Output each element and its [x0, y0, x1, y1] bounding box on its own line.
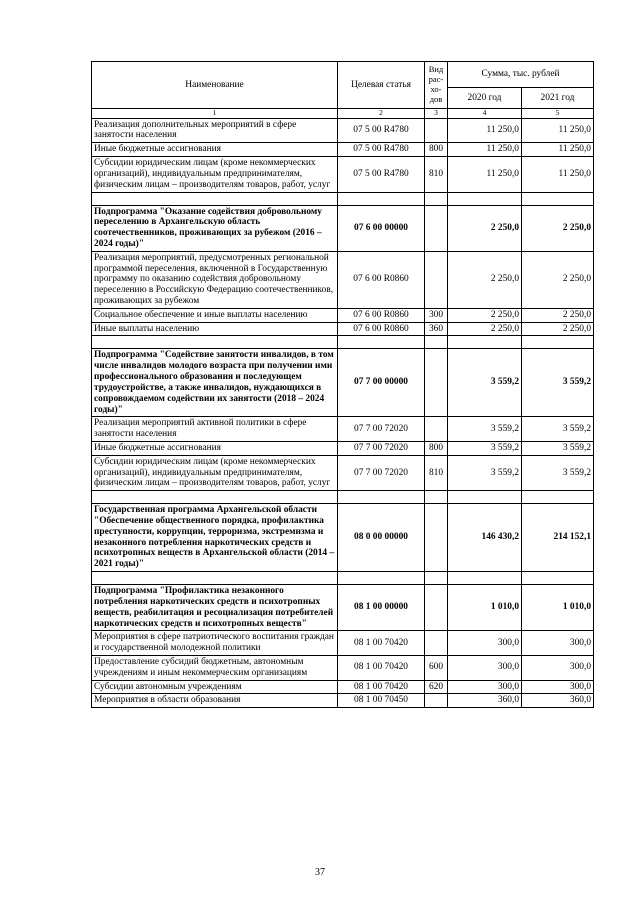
table-row: [92, 251, 594, 308]
row-name-cell: Иные бюджетные ассигнования: [92, 143, 338, 157]
row-2020-cell: 2 250,0: [448, 322, 522, 336]
page-number: 37: [315, 867, 325, 878]
row-name-cell: Иные бюджетные ассигнования: [92, 441, 338, 455]
empty-cell: [338, 336, 425, 349]
row-code-cell: 07 6 00 R0860: [338, 251, 425, 308]
table-row: [92, 631, 594, 656]
row-code-cell: 08 1 00 00000: [338, 585, 425, 631]
row-2020-cell: 11 250,0: [448, 118, 522, 143]
row-code-cell: 07 6 00 R0860: [338, 322, 425, 336]
row-name-cell: Субсидии юридическим лицам (кроме некоммерческих организаций), индивидуальным предпринимателям, физическим лицам – производителям товаров, работ, услуг: [92, 455, 338, 490]
row-type-cell: 620: [425, 680, 448, 694]
row-name-cell: Подпрограмма "Содействие занятости инвалидов, в том числе инвалидов молодого возраста при получении ими профессионального образования и последующем трудоустройстве, а также инвалидов, нуждающихся в сопровождаемом содействии их занятости (2018 – 2024 годы)": [92, 349, 338, 417]
row-2020-cell: 146 430,2: [448, 504, 522, 572]
row-type-cell: 810: [425, 455, 448, 490]
row-type-cell: [425, 349, 448, 417]
empty-cell: [425, 336, 448, 349]
row-2021-cell: 2 250,0: [522, 205, 594, 251]
row-2021-cell: 11 250,0: [522, 143, 594, 157]
row-name-cell: Мероприятия в сфере патриотического воспитания граждан и государственной молодежной политики: [92, 631, 338, 656]
row-2021-cell: 2 250,0: [522, 251, 594, 308]
row-2020-cell: 11 250,0: [448, 143, 522, 157]
row-name-cell: Субсидии автономным учреждениям: [92, 680, 338, 694]
table-row: [92, 322, 594, 336]
table-row: [92, 349, 594, 417]
table-row: [92, 308, 594, 322]
row-code-cell: 08 1 00 70420: [338, 655, 425, 680]
header-year-2020: 2020 год: [448, 88, 522, 109]
empty-cell: [338, 572, 425, 585]
row-2020-cell: 1 010,0: [448, 585, 522, 631]
header-name: Наименование: [92, 62, 338, 109]
row-2020-cell: 360,0: [448, 694, 522, 708]
row-type-cell: 600: [425, 655, 448, 680]
table-row: [92, 143, 594, 157]
row-2021-cell: 1 010,0: [522, 585, 594, 631]
row-type-cell: [425, 118, 448, 143]
table-row: [92, 118, 594, 143]
row-type-cell: [425, 504, 448, 572]
index-cell: 2: [338, 109, 425, 119]
row-2021-cell: 300,0: [522, 680, 594, 694]
table-row: [92, 680, 594, 694]
row-code-cell: 07 7 00 72020: [338, 417, 425, 442]
row-2020-cell: 11 250,0: [448, 157, 522, 192]
row-code-cell: 07 7 00 72020: [338, 455, 425, 490]
empty-cell: [338, 491, 425, 504]
table-row: [92, 655, 594, 680]
index-cell: 5: [522, 109, 594, 119]
row-2020-cell: 2 250,0: [448, 205, 522, 251]
row-type-cell: [425, 694, 448, 708]
spacer-row: [92, 572, 594, 585]
row-2020-cell: 3 559,2: [448, 349, 522, 417]
row-type-cell: 810: [425, 157, 448, 192]
row-2021-cell: 2 250,0: [522, 322, 594, 336]
header-type: Вид рас-хо-дов: [425, 62, 448, 109]
header-code: Целевая статья: [338, 62, 425, 109]
empty-cell: [522, 572, 594, 585]
table-row: [92, 417, 594, 442]
row-2020-cell: 3 559,2: [448, 441, 522, 455]
empty-cell: [92, 572, 338, 585]
header-sum: Сумма, тыс. рублей: [448, 62, 594, 88]
table-row: [92, 585, 594, 631]
row-2021-cell: 3 559,2: [522, 349, 594, 417]
row-name-cell: Социальное обеспечение и иные выплаты населению: [92, 308, 338, 322]
row-2021-cell: 3 559,2: [522, 455, 594, 490]
row-code-cell: 08 0 00 00000: [338, 504, 425, 572]
row-type-cell: 800: [425, 143, 448, 157]
row-code-cell: 07 5 00 R4780: [338, 118, 425, 143]
row-name-cell: Субсидии юридическим лицам (кроме некоммерческих организаций), индивидуальным предпринимателям, физическим лицам – производителям товаров, работ, услуг: [92, 157, 338, 192]
row-type-cell: [425, 205, 448, 251]
row-code-cell: 08 1 00 70450: [338, 694, 425, 708]
table-row: [92, 441, 594, 455]
table-row: [92, 455, 594, 490]
row-2020-cell: 3 559,2: [448, 455, 522, 490]
row-code-cell: 07 7 00 00000: [338, 349, 425, 417]
empty-cell: [338, 192, 425, 205]
row-code-cell: 07 5 00 R4780: [338, 157, 425, 192]
empty-cell: [92, 192, 338, 205]
row-code-cell: 07 7 00 72020: [338, 441, 425, 455]
row-2021-cell: 11 250,0: [522, 118, 594, 143]
row-type-cell: [425, 631, 448, 656]
row-2020-cell: 300,0: [448, 631, 522, 656]
empty-cell: [448, 336, 522, 349]
empty-cell: [425, 192, 448, 205]
empty-cell: [92, 336, 338, 349]
row-2020-cell: 300,0: [448, 680, 522, 694]
row-code-cell: 07 6 00 00000: [338, 205, 425, 251]
empty-cell: [425, 572, 448, 585]
empty-cell: [448, 572, 522, 585]
empty-cell: [522, 336, 594, 349]
row-name-cell: Подпрограмма "Оказание содействия добровольному переселению в Архангельскую область соотечественников, проживающих за рубежом (2016 – 2024 годы)": [92, 205, 338, 251]
row-name-cell: Подпрограмма "Профилактика незаконного потребления наркотических средств и психотропных веществ, реабилитация и ресоциализация потребителей наркотических средств и психотропных веществ": [92, 585, 338, 631]
row-2020-cell: 2 250,0: [448, 251, 522, 308]
row-type-cell: [425, 585, 448, 631]
header-year-2021: 2021 год: [522, 88, 594, 109]
budget-table: [91, 61, 594, 708]
row-type-cell: [425, 417, 448, 442]
row-2020-cell: 2 250,0: [448, 308, 522, 322]
row-name-cell: Реализация мероприятий активной политики в сфере занятости населения: [92, 417, 338, 442]
row-2021-cell: 11 250,0: [522, 157, 594, 192]
empty-cell: [448, 192, 522, 205]
table-row: [92, 157, 594, 192]
row-code-cell: 07 6 00 R0860: [338, 308, 425, 322]
index-cell: 3: [425, 109, 448, 119]
row-type-cell: 300: [425, 308, 448, 322]
row-2020-cell: 3 559,2: [448, 417, 522, 442]
row-2021-cell: 3 559,2: [522, 417, 594, 442]
spacer-row: [92, 491, 594, 504]
table-index-row: [92, 109, 594, 119]
row-2020-cell: 300,0: [448, 655, 522, 680]
row-code-cell: 08 1 00 70420: [338, 680, 425, 694]
spacer-row: [92, 192, 594, 205]
row-type-cell: 360: [425, 322, 448, 336]
index-cell: 1: [92, 109, 338, 119]
row-type-cell: 800: [425, 441, 448, 455]
row-2021-cell: 3 559,2: [522, 441, 594, 455]
empty-cell: [425, 491, 448, 504]
row-type-cell: [425, 251, 448, 308]
index-cell: 4: [448, 109, 522, 119]
empty-cell: [522, 491, 594, 504]
row-name-cell: Государственная программа Архангельской области "Обеспечение общественного порядка, профилактика преступности, коррупции, терроризма, экстремизма и незаконного потребления наркотических средств и психотропных веществ в Архангельской области (2014 – 2021 годы)": [92, 504, 338, 572]
row-name-cell: Реализация дополнительных мероприятий в сфере занятости населения: [92, 118, 338, 143]
row-2021-cell: 300,0: [522, 655, 594, 680]
row-2021-cell: 360,0: [522, 694, 594, 708]
row-2021-cell: 300,0: [522, 631, 594, 656]
row-name-cell: Иные выплаты населению: [92, 322, 338, 336]
row-name-cell: Мероприятия в области образования: [92, 694, 338, 708]
row-2021-cell: 214 152,1: [522, 504, 594, 572]
row-2021-cell: 2 250,0: [522, 308, 594, 322]
spacer-row: [92, 336, 594, 349]
empty-cell: [92, 491, 338, 504]
table-row: [92, 504, 594, 572]
row-name-cell: Предоставление субсидий бюджетным, автономным учреждениям и иным некоммерческим организациям: [92, 655, 338, 680]
table-header-row: [92, 62, 594, 88]
empty-cell: [448, 491, 522, 504]
row-code-cell: 08 1 00 70420: [338, 631, 425, 656]
table-body: [92, 118, 594, 708]
empty-cell: [522, 192, 594, 205]
table-row: [92, 694, 594, 708]
row-name-cell: Реализация мероприятий, предусмотренных региональной программой переселения, включенной в Государственную программу по оказанию содействия добровольному переселению в Российскую Федерацию соотечественников, проживающих за рубежом: [92, 251, 338, 308]
row-code-cell: 07 5 00 R4780: [338, 143, 425, 157]
table-row: [92, 205, 594, 251]
